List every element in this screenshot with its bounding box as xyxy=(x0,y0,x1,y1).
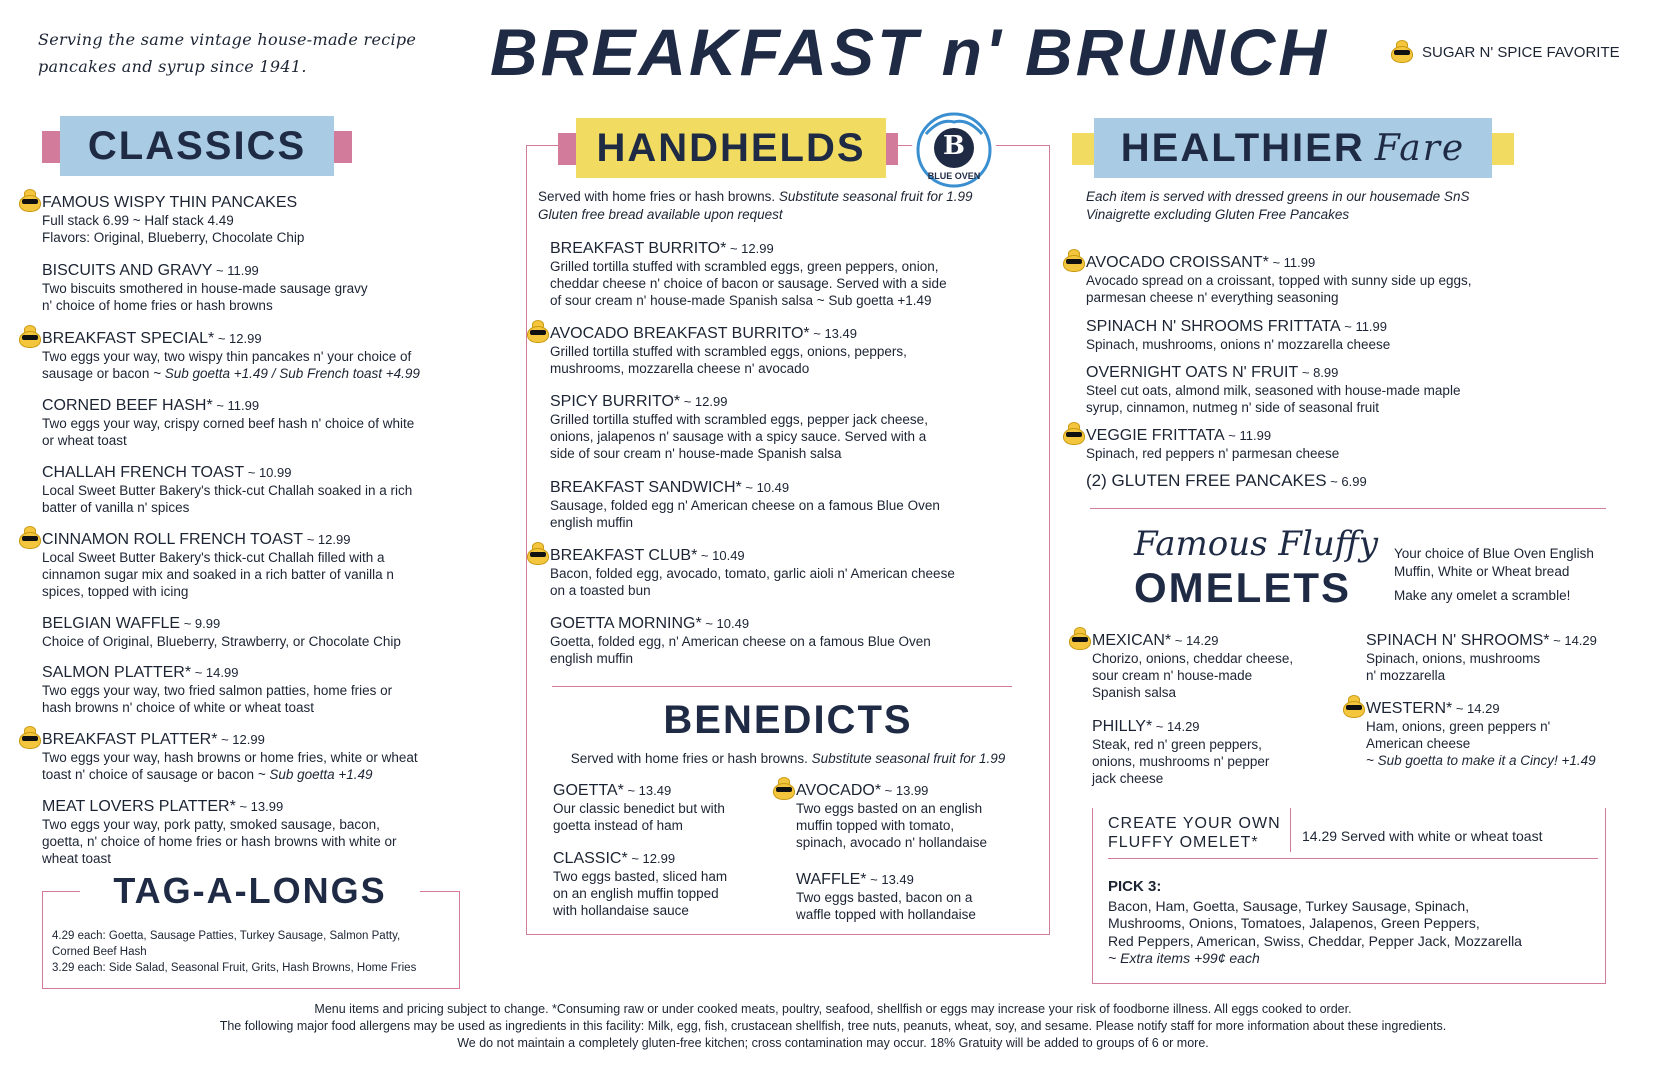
item-sub: ~ Sub goetta +1.49 xyxy=(257,767,373,782)
classics-title: CLASSICS xyxy=(60,116,334,176)
item-price: ~ 12.99 xyxy=(627,851,676,866)
pick-label: PICK 3: xyxy=(1108,878,1162,895)
item-price: ~ 12.99 xyxy=(214,331,262,346)
item-price: ~ 12.99 xyxy=(680,394,728,409)
duck-icon xyxy=(18,526,42,550)
item-desc: Grilled tortilla stuffed with scrambled eggs, pepper jack cheese, xyxy=(550,412,928,427)
menu-item xyxy=(1086,318,1626,353)
menu-item xyxy=(1092,632,1352,701)
item-name: MEXICAN* xyxy=(1092,632,1172,649)
benedicts-title: BENEDICTS xyxy=(663,698,913,742)
healthier-title: HEALTHIER xyxy=(1120,125,1365,170)
item-desc: batter of vanilla n' spices xyxy=(42,500,190,515)
tag-line: Corned Beef Hash xyxy=(52,946,147,958)
item-price: ~ 11.99 xyxy=(1224,428,1272,443)
item-desc: waffle topped with hollandaise xyxy=(796,907,976,922)
item-desc: Spanish salsa xyxy=(1092,685,1177,700)
menu-item xyxy=(550,615,1040,667)
item-desc: Two biscuits smothered in house-made sausage gravy xyxy=(42,281,368,296)
menu-item xyxy=(42,330,482,382)
item-desc: goetta, n' choice of home fries or hash browns with white or xyxy=(42,834,397,849)
item-price: ~ 13.49 xyxy=(623,783,672,798)
duck-icon xyxy=(772,777,796,801)
item-price: ~ 13.49 xyxy=(866,872,914,887)
item-price: ~ 14.29 xyxy=(1452,701,1500,716)
item-name: (2) GLUTEN FREE PANCAKES xyxy=(1086,471,1327,490)
healthier-intro xyxy=(1086,188,1626,224)
item-desc: Two eggs basted, sliced ham xyxy=(553,869,728,884)
item-desc: spinach, avocado n' hollandaise xyxy=(796,835,987,850)
handhelds-intro xyxy=(538,188,1048,224)
item-name: BREAKFAST BURRITO* xyxy=(550,240,727,257)
menu-item xyxy=(553,782,783,834)
menu-item xyxy=(42,531,482,600)
item-name: CINNAMON ROLL FRENCH TOAST xyxy=(42,531,304,548)
item-price: ~ 6.99 xyxy=(1326,474,1367,489)
item-price: ~ 14.29 xyxy=(1171,633,1219,648)
intro-text: Vinaigrette excluding Gluten Free Pancakes xyxy=(1086,207,1350,222)
divider xyxy=(1290,808,1291,852)
menu-item xyxy=(550,479,1040,531)
tag-a-longs-title: TAG-A-LONGS xyxy=(80,870,420,910)
tag-line: 4.29 each: Goetta, Sausage Patties, Turkey Sausage, Salmon Patty, xyxy=(52,930,401,942)
omelets-title: OMELETS xyxy=(1134,564,1352,611)
item-desc: english muffin xyxy=(550,651,634,666)
intro-italic: Substitute seasonal fruit for 1.99 xyxy=(811,751,1006,766)
item-name: AVOCADO BREAKFAST BURRITO* xyxy=(550,325,810,342)
menu-item xyxy=(42,664,482,716)
item-price: ~ 10.99 xyxy=(244,465,292,480)
item-desc: n' mozzarella xyxy=(1366,668,1446,683)
item-price: ~ 8.99 xyxy=(1298,365,1339,380)
item-name: BREAKFAST PLATTER* xyxy=(42,731,218,748)
item-desc: on an english muffin topped xyxy=(553,886,719,901)
favorite-legend xyxy=(1390,40,1620,64)
menu-item xyxy=(42,731,482,783)
item-desc: Chorizo, onions, cheddar cheese, xyxy=(1092,651,1294,666)
item-name: CORNED BEEF HASH* xyxy=(42,397,213,414)
item-desc: Goetta, folded egg, n' American cheese on a famous Blue Oven xyxy=(550,634,931,649)
menu-item xyxy=(1366,632,1656,684)
duck-icon xyxy=(1390,40,1414,64)
intro-italic: Gluten free bread available upon request xyxy=(538,207,783,222)
item-desc: Two eggs your way, two wispy thin pancakes n' your choice of xyxy=(42,349,412,364)
menu-item xyxy=(1366,700,1656,769)
menu-item xyxy=(550,547,1040,599)
item-desc: sausage or bacon xyxy=(42,366,154,381)
item-desc: Two eggs your way, two fried salmon patties, home fries or xyxy=(42,683,393,698)
item-desc: Two eggs basted on an english xyxy=(796,801,983,816)
item-name: WAFFLE* xyxy=(796,871,867,888)
item-desc: toast n' choice of sausage or bacon xyxy=(42,767,258,782)
pick-line: Red Peppers, American, Swiss, Cheddar, Pepper Jack, Mozzarella xyxy=(1108,932,1522,949)
menu-item xyxy=(42,194,482,246)
favorite-label: SUGAR N' SPICE FAVORITE xyxy=(1422,43,1620,61)
omelets-script: Famous Fluffy xyxy=(1134,524,1379,564)
healthier-script: Fare xyxy=(1374,127,1466,169)
item-price: ~ 11.99 xyxy=(212,263,259,278)
divider xyxy=(1108,858,1598,859)
item-desc: syrup, cinnamon, nutmeg n' side of seasonal fruit xyxy=(1086,400,1379,415)
menu-item xyxy=(42,615,482,650)
omelet-note: Your choice of Blue Oven English xyxy=(1394,546,1594,561)
item-desc: hash browns n' choice of white or wheat toast xyxy=(42,700,314,715)
item-desc: cinnamon sugar mix and soaked in a rich batter of vanilla n xyxy=(42,567,394,582)
divider xyxy=(1090,508,1606,509)
item-name: WESTERN* xyxy=(1366,700,1453,717)
item-sub: ~ Sub goetta +1.49 / Sub French toast +4.99 xyxy=(153,366,420,381)
item-desc: mushrooms, mozzarella cheese n' avocado xyxy=(550,361,810,376)
item-price: ~ 11.99 xyxy=(212,398,260,413)
item-desc: Choice of Original, Blueberry, Strawberry, or Chocolate Chip xyxy=(42,634,401,649)
item-desc: Spinach, red peppers n' parmesan cheese xyxy=(1086,446,1340,461)
tag-a-longs-list xyxy=(52,928,452,976)
menu-item xyxy=(1092,718,1352,787)
item-desc: on a toasted bun xyxy=(550,583,651,598)
item-desc: Spinach, onions, mushrooms xyxy=(1366,651,1541,666)
intro-text: Each item is served with dressed greens in our housemade SnS xyxy=(1086,189,1470,204)
item-desc: wheat toast xyxy=(42,851,112,866)
item-name: SPICY BURRITO* xyxy=(550,393,681,410)
item-desc: Avocado spread on a croissant, topped with sunny side up eggs, xyxy=(1086,273,1472,288)
duck-icon xyxy=(1068,627,1092,651)
item-name: OVERNIGHT OATS N' FRUIT xyxy=(1086,364,1299,381)
item-price: ~ 14.29 xyxy=(1549,633,1597,648)
menu-item xyxy=(796,782,1046,851)
footer-line: Menu items and pricing subject to change. *Consuming raw or under cooked meats, poultry, seafood, shellfish or eggs may increase your risk of foodborne illness. All eggs cooked to order. xyxy=(314,1002,1352,1016)
item-name: AVOCADO CROISSANT* xyxy=(1086,254,1269,271)
omelet-note: Make any omelet a scramble! xyxy=(1394,588,1571,603)
item-desc: with hollandaise sauce xyxy=(553,903,689,918)
page-title: BREAKFAST n' BRUNCH xyxy=(490,15,1330,89)
blue-oven-logo xyxy=(912,108,996,192)
item-desc: Full stack 6.99 ~ Half stack 4.49 xyxy=(42,213,234,228)
item-desc: spices, topped with icing xyxy=(42,584,189,599)
intro-text: Served with home fries or hash browns. xyxy=(538,189,779,204)
duck-icon xyxy=(18,189,42,213)
item-desc: Two eggs your way, pork patty, smoked sausage, bacon, xyxy=(42,817,380,832)
logo-text: BLUE OVEN xyxy=(927,171,981,181)
item-desc: Bacon, folded egg, avocado, tomato, garlic aioli n' American cheese xyxy=(550,566,955,581)
menu-item xyxy=(550,393,1040,462)
logo-letter: B xyxy=(943,131,965,161)
menu-item xyxy=(553,850,783,919)
item-desc: Local Sweet Butter Bakery's thick-cut Challah filled with a xyxy=(42,550,385,565)
item-desc: American cheese xyxy=(1366,736,1471,751)
divider xyxy=(552,686,1012,687)
item-price: ~ 11.99 xyxy=(1340,319,1388,334)
item-name: AVOCADO* xyxy=(796,782,882,799)
item-desc: onions, mushrooms n' pepper xyxy=(1092,754,1270,769)
item-price: ~ 12.99 xyxy=(726,241,774,256)
item-name: SPINACH N' SHROOMS FRITTATA xyxy=(1086,318,1341,335)
menu-item xyxy=(796,871,1046,923)
item-desc: jack cheese xyxy=(1092,771,1164,786)
item-name: SPINACH N' SHROOMS* xyxy=(1366,632,1550,649)
item-desc: Grilled tortilla stuffed with scrambled eggs, green peppers, onion, xyxy=(550,259,939,274)
item-desc: n' choice of home fries or hash browns xyxy=(42,298,273,313)
item-name: BELGIAN WAFFLE xyxy=(42,615,181,632)
item-desc: Ham, onions, green peppers n' xyxy=(1366,719,1551,734)
pick-line: Bacon, Ham, Goetta, Sausage, Turkey Sausage, Spinach, xyxy=(1108,897,1470,914)
handhelds-banner xyxy=(558,118,908,178)
item-name: BREAKFAST SANDWICH* xyxy=(550,479,742,496)
healthier-banner xyxy=(1072,118,1514,178)
item-name: PHILLY* xyxy=(1092,718,1153,735)
item-name: MEAT LOVERS PLATTER* xyxy=(42,798,236,815)
item-name: BREAKFAST CLUB* xyxy=(550,547,698,564)
item-desc: cheddar cheese n' choice of bacon or sausage. Served with a side xyxy=(550,276,947,291)
item-name: BISCUITS AND GRAVY xyxy=(42,262,213,279)
create-title-line: CREATE YOUR OWN xyxy=(1108,815,1281,832)
pick-extra: ~ Extra items +99¢ each xyxy=(1108,950,1260,966)
item-desc: Two eggs your way, hash browns or home fries, white or wheat xyxy=(42,750,418,765)
item-desc: or wheat toast xyxy=(42,433,127,448)
tag-line: 3.29 each: Side Salad, Seasonal Fruit, Grits, Hash Browns, Home Fries xyxy=(52,962,417,974)
item-desc: Our classic benedict but with xyxy=(553,801,725,816)
pick-list xyxy=(1108,878,1598,968)
item-price: ~ 10.49 xyxy=(697,548,745,563)
item-price: ~ 9.99 xyxy=(180,616,221,631)
item-name: FAMOUS WISPY THIN PANCAKES xyxy=(42,194,298,211)
item-name: CHALLAH FRENCH TOAST xyxy=(42,464,245,481)
item-name: GOETTA MORNING* xyxy=(550,615,702,632)
create-title xyxy=(1108,814,1281,852)
item-desc: Sausage, folded egg n' American cheese on a famous Blue Oven xyxy=(550,498,940,513)
item-name: CLASSIC* xyxy=(553,850,628,867)
item-desc: Flavors: Original, Blueberry, Chocolate Chip xyxy=(42,230,305,245)
item-price: ~ 13.99 xyxy=(235,799,284,814)
intro-italic: Substitute seasonal fruit for 1.99 xyxy=(778,189,973,204)
item-price: ~ 13.49 xyxy=(809,326,857,341)
item-price: ~ 14.29 xyxy=(1152,719,1200,734)
item-desc: Steel cut oats, almond milk, seasoned with house-made maple xyxy=(1086,383,1461,398)
menu-item xyxy=(1086,364,1626,416)
item-desc: goetta instead of ham xyxy=(553,818,683,833)
item-desc: Spinach, mushrooms, onions n' mozzarella cheese xyxy=(1086,337,1391,352)
handhelds-title: HANDHELDS xyxy=(576,118,886,178)
menu-item xyxy=(42,262,482,314)
item-desc: muffin topped with tomato, xyxy=(796,818,955,833)
item-desc: sour cream n' house-made xyxy=(1092,668,1253,683)
footer-line: We do not maintain a completely gluten-free kitchen; cross contamination may occur. 18% Gratuity will be added to groups of 6 or more. xyxy=(457,1036,1209,1050)
item-desc: of sour cream n' house-made Spanish salsa ~ Sub goetta +1.49 xyxy=(550,293,932,308)
item-price: ~ 10.49 xyxy=(741,480,790,495)
item-price: ~ 14.99 xyxy=(191,665,239,680)
menu-item xyxy=(42,464,482,516)
item-desc: Two eggs basted, bacon on a xyxy=(796,890,973,905)
item-price: ~ 12.99 xyxy=(303,532,351,547)
duck-icon xyxy=(1342,695,1366,719)
item-desc: Steak, red n' green peppers, xyxy=(1092,737,1262,752)
pick-line: Mushrooms, Onions, Tomatoes, Jalapenos, Green Peppers, xyxy=(1108,915,1480,931)
item-sub: ~ Sub goetta to make it a Cincy! +1.49 xyxy=(1366,753,1596,768)
classics-banner xyxy=(42,116,352,176)
item-name: GOETTA* xyxy=(553,782,624,799)
item-name: VEGGIE FRITTATA xyxy=(1086,427,1225,444)
item-name: BREAKFAST SPECIAL* xyxy=(42,330,215,347)
item-desc: Two eggs your way, crispy corned beef hash n' choice of white xyxy=(42,416,415,431)
duck-icon xyxy=(526,320,550,344)
duck-icon xyxy=(18,726,42,750)
item-price: ~ 13.99 xyxy=(881,783,929,798)
duck-icon xyxy=(526,542,550,566)
item-desc: onions, jalapenos n' sausage with a spicy sauce. Served with a xyxy=(550,429,927,444)
item-price: ~ 12.99 xyxy=(217,732,265,747)
create-title-line: FLUFFY OMELET* xyxy=(1108,834,1259,851)
menu-item xyxy=(1086,472,1626,491)
footer-line: The following major food allergens may be used as ingredients in this facility: Milk, egg, fish, crustacean shellfish, tree nuts, peanuts, wheat, soy, and sesame. Please notify staff for more information about these ingredients. xyxy=(219,1019,1447,1033)
item-desc: parmesan cheese n' everything seasoning xyxy=(1086,290,1339,305)
menu-item xyxy=(42,397,482,449)
item-price: ~ 10.49 xyxy=(701,616,750,631)
duck-icon xyxy=(1062,422,1086,446)
create-price: 14.29 Served with white or wheat toast xyxy=(1302,828,1543,844)
omelets-notes xyxy=(1394,545,1654,605)
menu-item xyxy=(550,325,1040,377)
benedicts-intro xyxy=(526,750,1050,768)
menu-item xyxy=(1086,254,1626,306)
menu-item xyxy=(1086,427,1626,462)
item-name: SALMON PLATTER* xyxy=(42,664,192,681)
menu-item xyxy=(550,240,1040,309)
intro-text: Served with home fries or hash browns. xyxy=(570,751,812,766)
item-desc: english muffin xyxy=(550,515,634,530)
omelet-note: Muffin, White or Wheat bread xyxy=(1394,564,1570,579)
duck-icon xyxy=(1062,249,1086,273)
item-desc: Grilled tortilla stuffed with scrambled eggs, onions, peppers, xyxy=(550,344,907,359)
healthier-title-box xyxy=(1094,118,1492,178)
tagline: Serving the same vintage house-made recipe pancakes and syrup since 1941. xyxy=(38,30,417,76)
item-price: ~ 11.99 xyxy=(1268,255,1316,270)
duck-icon xyxy=(18,325,42,349)
menu-item xyxy=(42,798,482,867)
item-desc: side of sour cream n' house-made Spanish salsa xyxy=(550,446,842,461)
item-desc: Local Sweet Butter Bakery's thick-cut Challah soaked in a rich xyxy=(42,483,413,498)
